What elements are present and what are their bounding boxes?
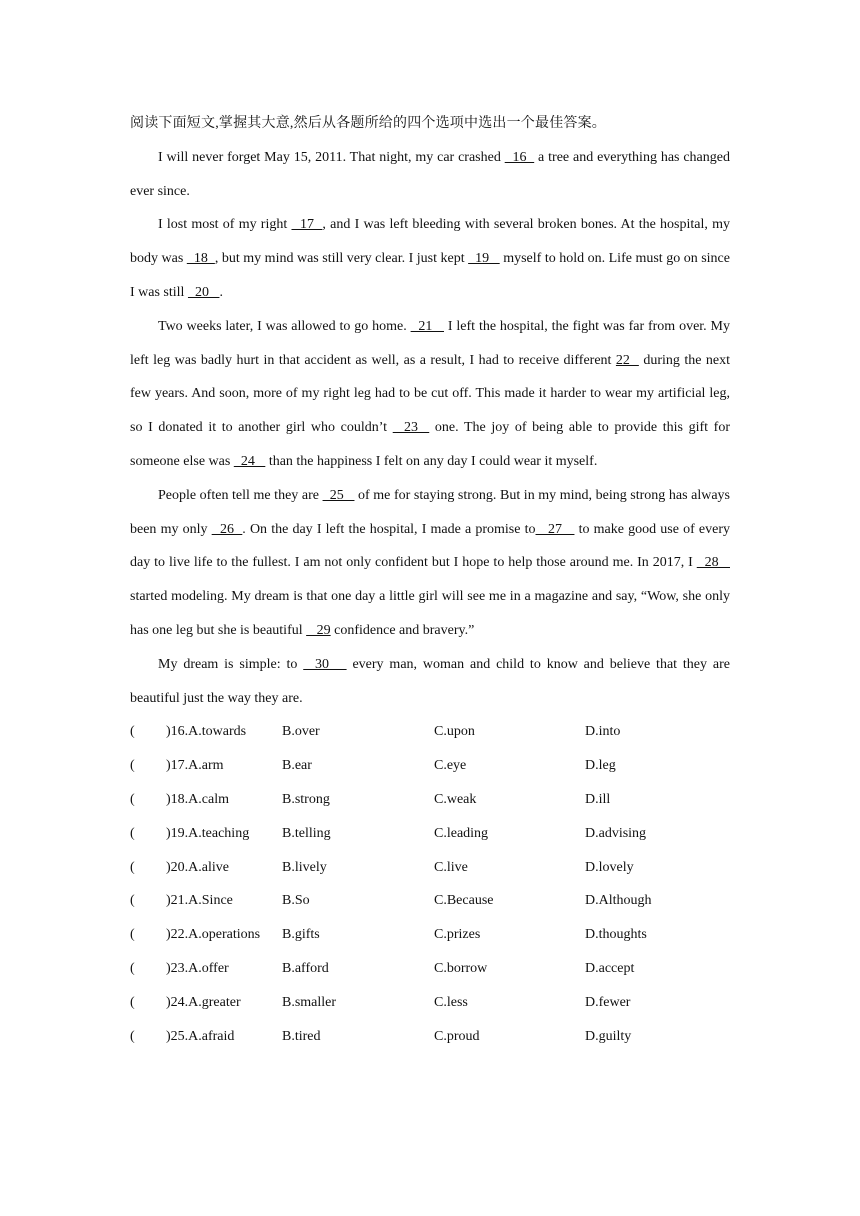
passage-text: . On the day I left the hospital, I made a promise to <box>242 521 536 537</box>
option-a: )20.A.alive <box>166 859 229 875</box>
option-b: B.ear <box>282 758 312 774</box>
option-d: D.lovely <box>585 859 634 875</box>
passage-text: Two weeks later, I was allowed to go home. <box>158 318 411 334</box>
question-row <box>130 715 730 749</box>
option-d: D.Although <box>585 893 652 909</box>
option-b: B.So <box>282 893 310 909</box>
blank-22: 22 <box>615 352 639 368</box>
passage-text: . <box>219 284 223 300</box>
document-page <box>130 107 730 1053</box>
option-c: C.live <box>434 859 468 875</box>
passage-text: a tree and everything has changed ever since. <box>130 149 730 199</box>
option-b: B.afford <box>282 960 329 976</box>
instruction-text: 阅读下面短文,掌握其大意,然后从各题所给的四个选项中选出一个最佳答案。 <box>130 116 606 131</box>
question-row <box>130 749 730 783</box>
answer-paren: ( <box>130 758 135 774</box>
option-d: D.advising <box>585 825 647 841</box>
option-b: B.lively <box>282 859 327 875</box>
option-a: )16.A.towards <box>166 724 247 740</box>
question-row <box>130 1020 730 1054</box>
blank-23: 23 <box>392 420 430 436</box>
answer-paren: ( <box>130 893 135 909</box>
blank-17: 17 <box>291 217 323 233</box>
blank-26: 26 <box>211 521 243 537</box>
answer-paren: ( <box>130 1028 135 1044</box>
blank-30: 30 <box>303 656 347 672</box>
question-row <box>130 884 730 918</box>
answer-paren: ( <box>130 927 135 943</box>
option-a: )19.A.teaching <box>166 825 250 841</box>
question-row <box>130 918 730 952</box>
blank-21: 21 <box>410 318 444 334</box>
option-a: )17.A.arm <box>166 758 224 774</box>
passage-paragraph-3 <box>130 310 730 479</box>
option-a: )22.A.operations <box>166 927 261 943</box>
passage-paragraph-2 <box>130 208 730 309</box>
option-b: B.strong <box>282 791 330 807</box>
passage-paragraph-5 <box>130 648 730 716</box>
passage-text: myself to hold on. Life must go on since I was still <box>130 251 730 300</box>
blank-25: 25 <box>322 487 355 503</box>
option-c: C.eye <box>434 758 467 774</box>
option-c: C.borrow <box>434 960 488 976</box>
passage-text: one. The joy of being able to provide this gift for someone else was <box>130 420 731 469</box>
option-c: C.upon <box>434 724 475 740</box>
passage-text: every man, woman and child to know and believe that they are beautiful just the way they are. <box>130 656 730 706</box>
answer-paren: ( <box>130 859 135 875</box>
option-c: C.prizes <box>434 927 481 943</box>
option-d: D.thoughts <box>585 927 647 943</box>
option-d: D.leg <box>585 758 616 774</box>
option-b: B.telling <box>282 825 331 841</box>
question-row <box>130 851 730 885</box>
blank-20: 20 <box>187 284 220 300</box>
passage-text: , but my mind was still very clear. I just kept <box>214 251 469 267</box>
blank-24: 24 <box>233 453 266 469</box>
blank-27: 27 <box>535 521 575 537</box>
option-d: D.fewer <box>585 994 631 1010</box>
question-row <box>130 986 730 1020</box>
option-a: )23.A.offer <box>166 960 229 976</box>
question-list <box>130 715 730 1053</box>
option-a: )21.A.Since <box>166 893 233 909</box>
passage-text: started modeling. My dream is that one day a little girl will see me in a magazine and say, “Wow, she only has one leg but she is beautiful <box>130 589 730 638</box>
passage-paragraph-1 <box>130 141 730 209</box>
answer-paren: ( <box>130 791 135 807</box>
answer-paren: ( <box>130 994 135 1010</box>
passage-text: than the happiness I felt on any day I could wear it myself. <box>265 453 598 469</box>
passage-text: to make good use of every day to live life to the fullest. I am not only confident but I hope to help those around me. In 2017, I <box>130 521 730 571</box>
option-d: D.accept <box>585 960 635 976</box>
option-c: C.leading <box>434 825 489 841</box>
option-d: D.guilty <box>585 1028 632 1044</box>
passage-text: confidence and bravery.” <box>330 622 475 638</box>
passage-text: of me for staying strong. But in my mind, being strong has always been my only <box>130 487 730 537</box>
answer-paren: ( <box>130 724 135 740</box>
passage-text: I lost most of my right <box>158 217 292 233</box>
passage-text: I will never forget May 15, 2011. That night, my car crashed <box>158 149 505 165</box>
option-b: B.tired <box>282 1028 321 1044</box>
passage-paragraph-4 <box>130 479 730 648</box>
option-d: D.into <box>585 724 621 740</box>
option-a: )25.A.afraid <box>166 1028 235 1044</box>
blank-18: 18 <box>186 251 215 267</box>
option-b: B.gifts <box>282 927 320 943</box>
option-c: C.weak <box>434 791 477 807</box>
question-row <box>130 952 730 986</box>
blank-19: 19 <box>468 251 500 267</box>
passage-text: I left the hospital, the fight was far from over. My left leg was badly hurt in that accident as well, as a result, I had to receive different <box>130 318 731 368</box>
option-c: C.proud <box>434 1028 480 1044</box>
option-c: C.Because <box>434 893 494 909</box>
question-row <box>130 817 730 851</box>
blank-28: 28 <box>696 555 730 571</box>
option-b: B.over <box>282 724 320 740</box>
option-d: D.ill <box>585 791 611 807</box>
passage-text: , and I was left bleeding with several broken bones. At the hospital, my body was <box>130 217 730 267</box>
passage-text: People often tell me they are <box>158 487 323 503</box>
option-a: )24.A.greater <box>166 994 241 1010</box>
option-b: B.smaller <box>282 994 337 1010</box>
passage-text: during the next few years. And soon, more of my right leg had to be cut off. This made it harder to wear my artificial leg, so I donated it to another girl who couldn’t <box>130 352 731 436</box>
blank-29: 29 <box>306 622 331 638</box>
passage-text: My dream is simple: to <box>158 656 304 672</box>
answer-paren: ( <box>130 960 135 976</box>
answer-paren: ( <box>130 825 135 841</box>
question-row <box>130 783 730 817</box>
option-a: )18.A.calm <box>166 791 229 807</box>
blank-16: 16 <box>504 149 535 165</box>
option-c: C.less <box>434 994 468 1010</box>
